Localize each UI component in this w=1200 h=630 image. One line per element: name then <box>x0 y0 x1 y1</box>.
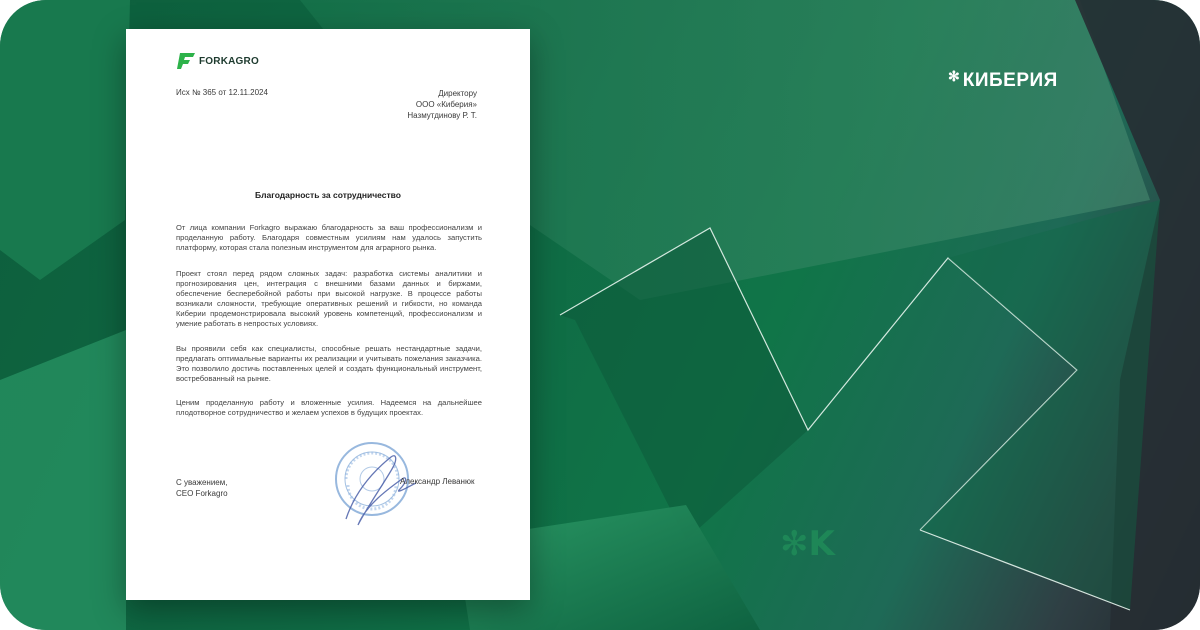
closing-line: CEO Forkagro <box>176 489 228 498</box>
handwritten-signature <box>336 449 426 529</box>
closing-line: С уважением, <box>176 478 228 487</box>
letter-paragraph: Ценим проделанную работу и вложенные усилия. Надеемся на дальнейшее плодотворное сотрудничество и желаем успехов в будущих проектах. <box>176 398 482 417</box>
bg-k-shape-left <box>560 228 808 540</box>
letter-paragraph: Проект стоял перед рядом сложных задач: разработка системы аналитики и прогнозирования цен, интеграция с внешними базами данных и биржами, обеспечение бесперебойной работы при высокой нагрузке. В процессе работы возникали сложности, требующие оперативных решений и гибкости, но команда Киберии продемонстрировала высокий уровень компетенций, профессионализм и умение работать в непростых условиях. <box>176 269 482 328</box>
bg-band-left-lower <box>0 330 126 630</box>
brand-logo <box>948 70 1058 92</box>
letter-title: Благодарность за сотрудничество <box>255 190 401 200</box>
watermark-logo: ✻K <box>780 524 835 564</box>
brand-mark-icon: ✻ <box>948 68 960 84</box>
forkagro-f-icon <box>177 53 195 69</box>
closing-block <box>176 477 228 499</box>
addressee-line: ООО «Киберия» <box>415 100 477 109</box>
bg-k-shape-right <box>920 200 1160 610</box>
signer-name: Александр Леванюк <box>400 477 475 486</box>
letter-logo-text: FORKAGRO <box>199 55 259 67</box>
letter-paragraph: Вы проявили себя как специалисты, способные решать нестандартные задачи, предлагать оптимальные варианты их реализации и учитывать пожелания заказчика. Это позволило достичь поставленных целей и создать функциональный инструмент, востребованный на рынке. <box>176 344 482 383</box>
addressee-line: Директору <box>438 89 477 98</box>
letter-logo <box>177 53 259 69</box>
outgoing-number: Исх № 365 от 12.11.2024 <box>176 88 268 97</box>
letter-paragraph: От лица компании Forkagro выражаю благодарность за ваш профессионализм и проделанную работу. Благодаря совместным усилиям нам удалось запустить платформу, которая стала полезным инструментом для аграрного рынка. <box>176 223 482 252</box>
bg-band-left <box>0 0 130 280</box>
addressee-line: Назмутдинову Р. Т. <box>407 111 477 120</box>
addressee-block <box>407 88 477 121</box>
brand-name: КИБЕРИЯ <box>962 70 1058 91</box>
thank-you-letter <box>126 29 530 600</box>
